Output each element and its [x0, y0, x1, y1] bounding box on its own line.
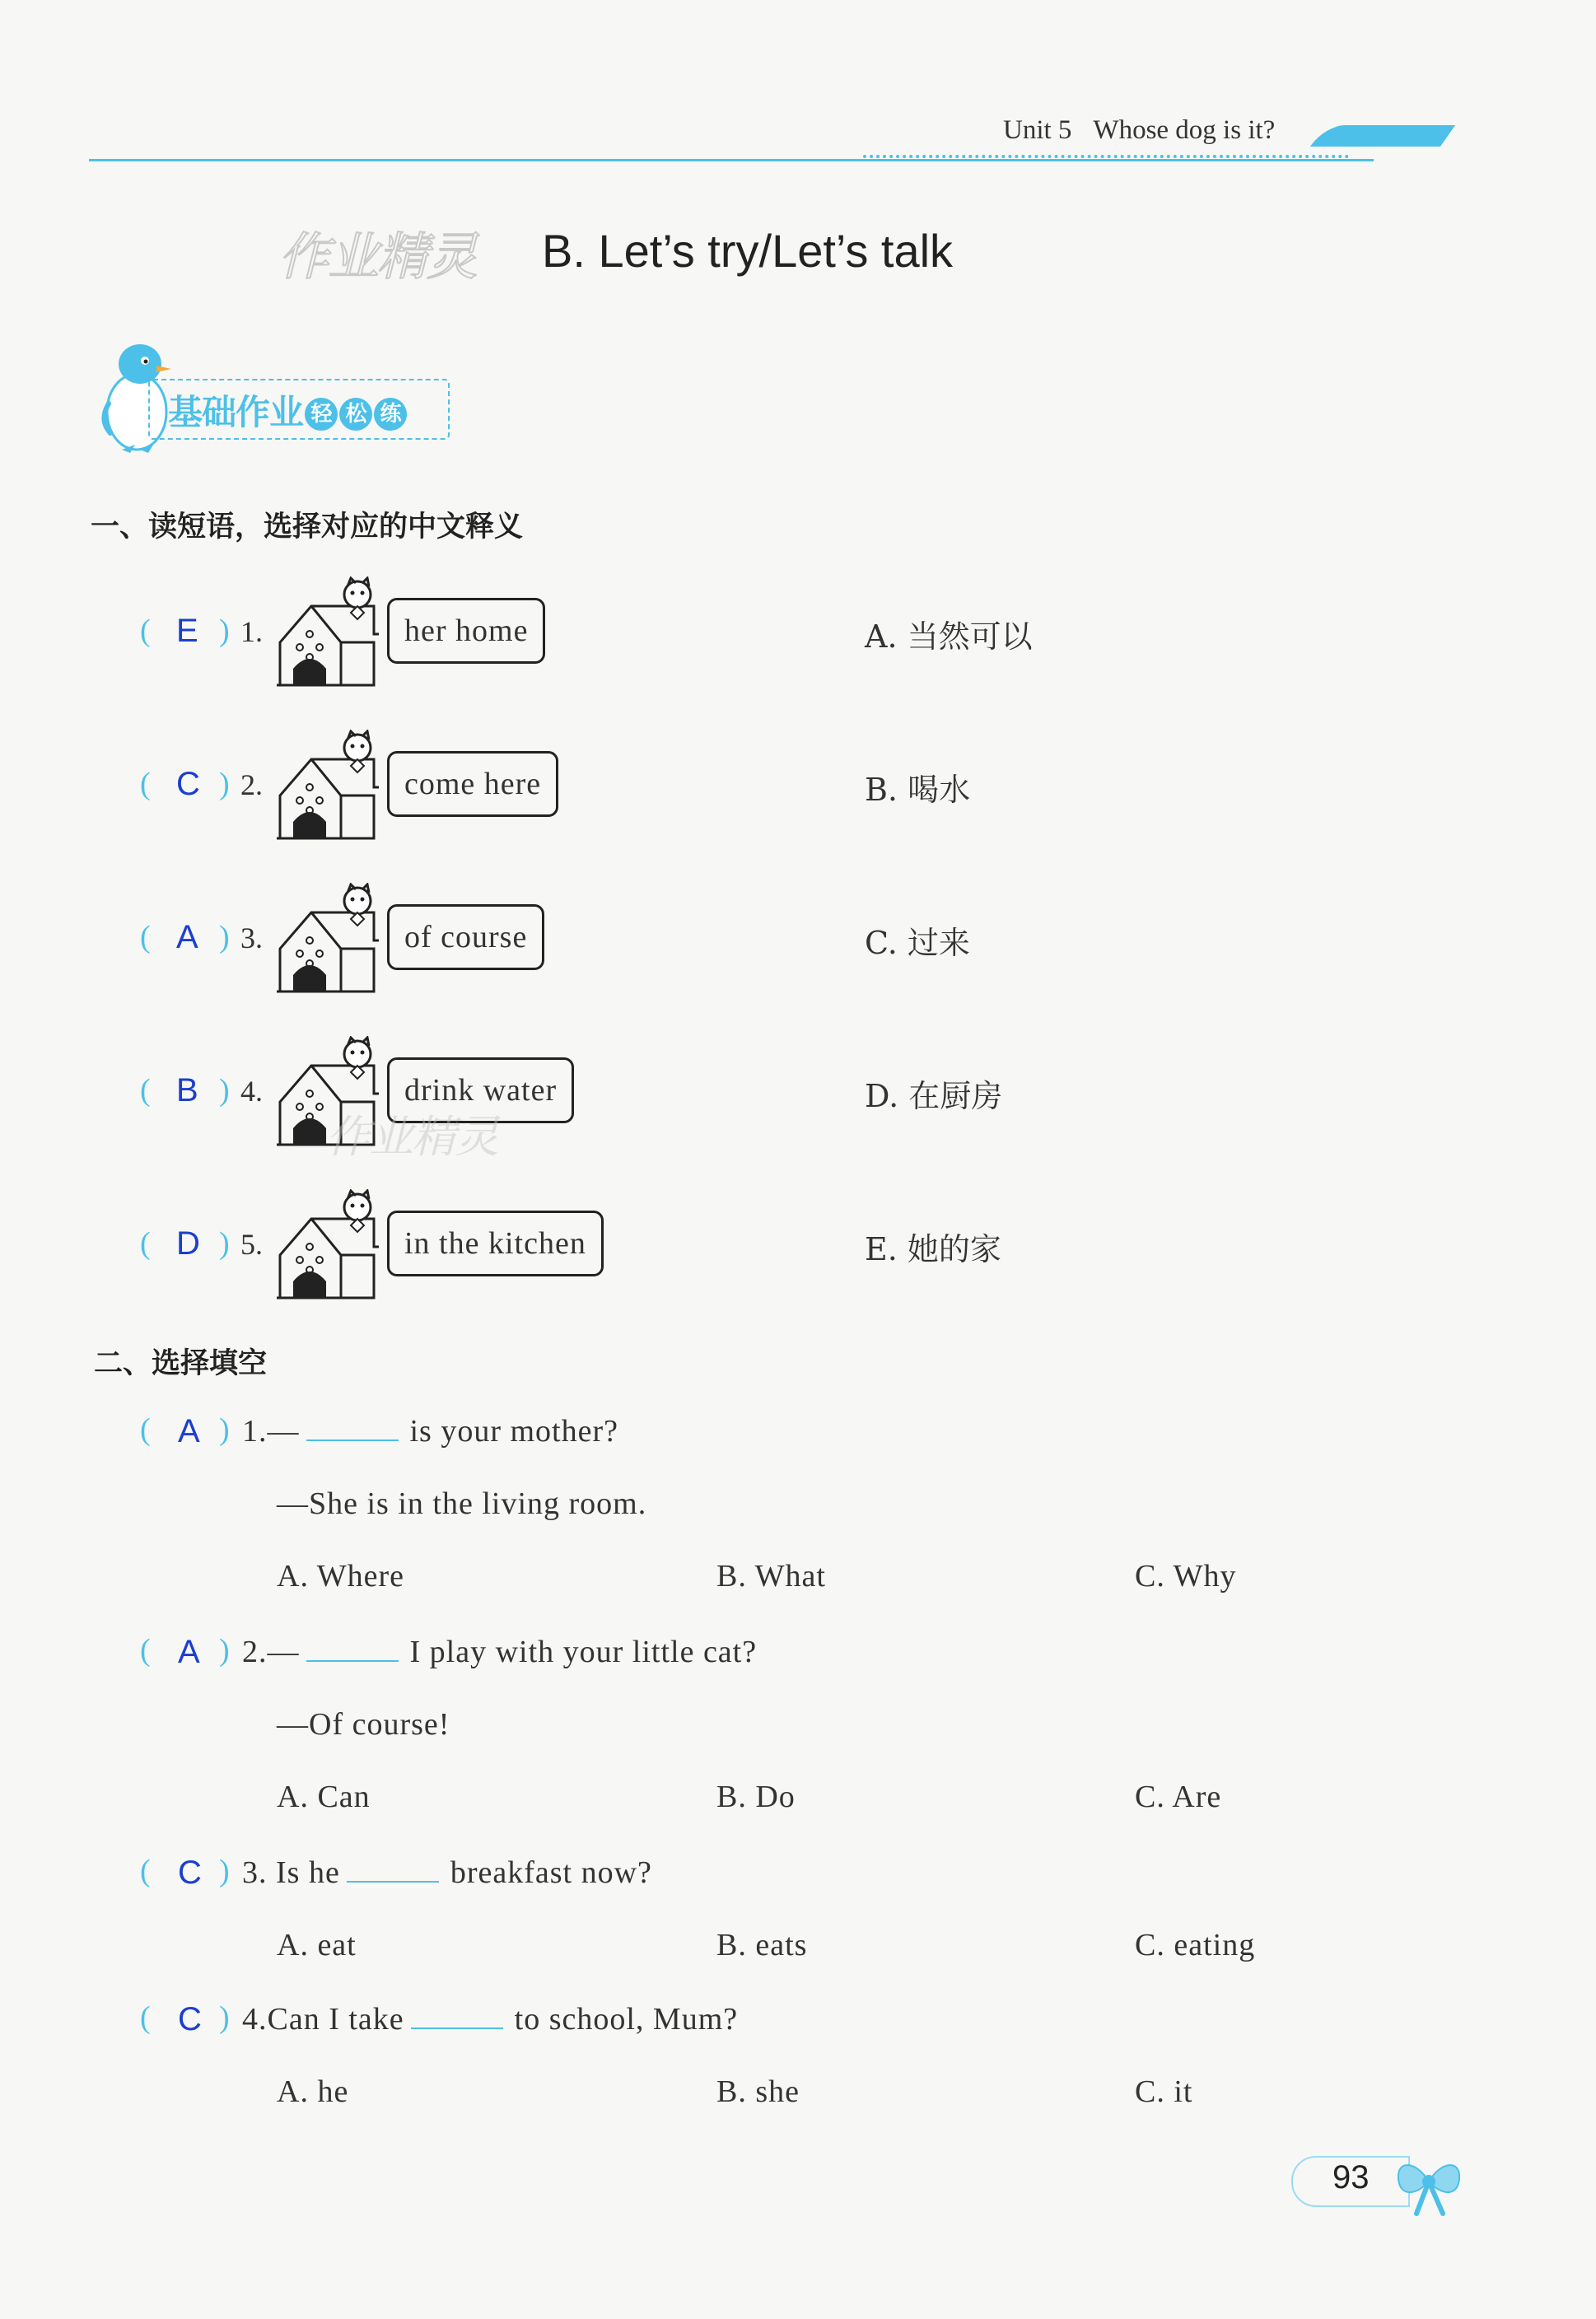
stem-before: Is he: [276, 1855, 340, 1890]
answer-paren-open: (: [140, 1854, 151, 1888]
answer-mark: E: [176, 613, 198, 649]
answer-paren-open: (: [140, 1226, 151, 1261]
meaning-option: A. 当然可以: [865, 618, 1033, 655]
doghouse-icon: [272, 576, 387, 692]
page-number: 93: [1332, 2159, 1370, 2195]
choice-option: B. she: [716, 2074, 800, 2109]
section2-heading: 二、选择填空: [94, 1347, 268, 1380]
answer-mark: C: [178, 1855, 202, 1891]
unit-title: Whose dog is it?: [1093, 115, 1276, 145]
question-stem: [242, 1855, 652, 1891]
matching-item: [140, 576, 1458, 700]
phrase-box: of course: [387, 904, 544, 970]
question-reply: —She is in the living room.: [277, 1486, 647, 1521]
choice-option: B. eats: [716, 1928, 808, 1962]
answer-paren-open: (: [140, 767, 151, 801]
header-rule: [89, 159, 1374, 161]
answer-mark: C: [178, 2001, 202, 2037]
answer-mark: D: [176, 1225, 200, 1262]
doghouse-icon: [272, 883, 387, 998]
question-reply: —Of course!: [277, 1707, 450, 1742]
choice-option: A. Can: [277, 1780, 371, 1814]
choice-option: C. Why: [1135, 1559, 1237, 1593]
item-number: 2.: [240, 768, 263, 801]
header-dotted-rule: [863, 155, 1349, 158]
question-stem: [242, 2001, 738, 2037]
phrase-box: drink water: [387, 1057, 574, 1123]
doghouse-icon: [272, 730, 387, 845]
answer-blank: [306, 1415, 399, 1441]
matching-item: [140, 883, 1458, 1006]
answer-paren-close: ): [219, 767, 230, 801]
meaning-option: D. 在厨房: [865, 1078, 1003, 1114]
question-item: [140, 1996, 1458, 2136]
answer-paren-close: ): [219, 920, 230, 954]
item-number: 4.: [240, 1075, 263, 1108]
badge-circle-char: 轻: [305, 398, 338, 431]
badge-circle-char: 松: [339, 398, 372, 431]
answer-paren-open: (: [140, 1633, 151, 1668]
answer-mark: C: [176, 766, 200, 802]
question-stem: [242, 1634, 757, 1670]
stem-before: —: [267, 1635, 300, 1669]
answer-paren-open: (: [140, 614, 151, 648]
question-number: 3.: [242, 1855, 268, 1890]
answer-paren-open: (: [140, 1412, 151, 1447]
choice-option: A. eat: [277, 1928, 357, 1962]
doghouse-icon: [272, 1189, 387, 1304]
item-number: 1.: [240, 615, 263, 648]
meaning-option: B. 喝水: [865, 772, 971, 808]
answer-paren-close: ): [219, 2000, 230, 2035]
page-title: B. Let’s try/Let’s talk: [542, 225, 954, 277]
meaning-option: E. 她的家: [865, 1231, 1001, 1267]
phrase-box: come here: [387, 751, 558, 817]
question-item: [140, 1629, 1458, 1843]
stem-after: breakfast now?: [450, 1855, 652, 1890]
answer-paren-open: (: [140, 2000, 151, 2035]
answer-paren-close: ): [219, 1226, 230, 1261]
item-number: 3.: [240, 922, 263, 954]
watermark-overlay: 作业精灵: [326, 1111, 497, 1163]
answer-mark: B: [176, 1072, 198, 1108]
unit-header: [1003, 115, 1275, 146]
stem-before: —: [267, 1414, 300, 1449]
section1-heading: 一、读短语，选择对应的中文释义: [91, 511, 524, 544]
phrase-box: her home: [387, 598, 545, 664]
matching-item: [140, 730, 1458, 853]
meaning-option: C. 过来: [865, 925, 970, 961]
question-number: 4.: [242, 2002, 268, 2037]
header-accent-bar: [1310, 125, 1455, 147]
bow-icon: [1392, 2144, 1466, 2219]
question-number: 1.: [242, 1414, 268, 1449]
answer-mark: A: [178, 1634, 200, 1670]
choice-option: A. he: [277, 2074, 349, 2109]
choice-option: C. Are: [1135, 1780, 1222, 1814]
choice-option: B. What: [716, 1559, 826, 1593]
section-badge: [168, 385, 407, 435]
answer-blank: [306, 1635, 399, 1662]
phrase-box: in the kitchen: [387, 1211, 604, 1276]
choice-option: A. Where: [277, 1559, 405, 1593]
stem-after: I play with your little cat?: [409, 1635, 758, 1669]
matching-item: [140, 1189, 1458, 1313]
answer-paren-open: (: [140, 1073, 151, 1108]
choice-option: C. it: [1135, 2074, 1193, 2109]
watermark: 作业精灵: [278, 226, 477, 287]
item-number: 5.: [240, 1228, 263, 1261]
badge-circle-char: 练: [374, 398, 407, 431]
stem-before: Can I take: [267, 2002, 404, 2037]
answer-paren-close: ): [219, 614, 230, 648]
answer-blank: [347, 1856, 439, 1883]
question-stem: [242, 1413, 618, 1449]
question-item: [140, 1408, 1458, 1622]
question-item: [140, 1850, 1458, 1990]
answer-mark: A: [178, 1413, 200, 1449]
answer-paren-close: ): [219, 1412, 230, 1447]
badge-text: 基础作业: [168, 392, 304, 432]
stem-after: to school, Mum?: [514, 2002, 739, 2037]
answer-paren-open: (: [140, 920, 151, 954]
choice-option: B. Do: [716, 1780, 796, 1814]
answer-mark: A: [176, 919, 198, 955]
unit-label: Unit 5: [1003, 115, 1072, 145]
answer-paren-close: ): [219, 1854, 230, 1888]
answer-paren-close: ): [219, 1073, 230, 1108]
question-number: 2.: [242, 1635, 268, 1669]
stem-after: is your mother?: [409, 1414, 619, 1449]
choice-option: C. eating: [1135, 1928, 1256, 1962]
answer-blank: [411, 2003, 503, 2029]
answer-paren-close: ): [219, 1633, 230, 1668]
